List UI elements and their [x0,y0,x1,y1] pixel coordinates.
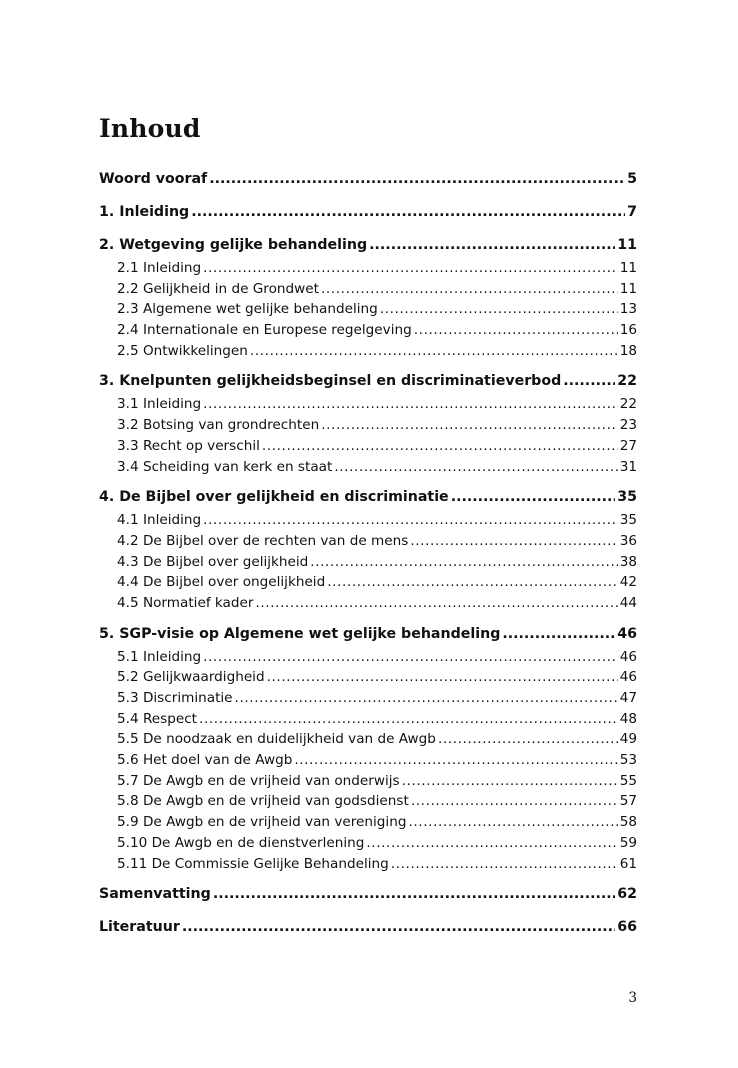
toc-leader-dots [380,299,618,320]
toc-entry-label: 2.5 Ontwikkelingen [117,342,248,359]
toc-section-entry [99,667,637,688]
toc-entry-page: 66 [617,919,637,936]
toc-entry-page: 11 [619,260,637,276]
toc-entry-page: 11 [617,237,637,253]
toc-entry-label: 3. Knelpunten gelijkheidsbeginsel en discriminatieverbod [99,373,562,390]
toc-entry-label: 5.3 Discriminatie [117,690,233,706]
toc-leader-dots [369,233,615,258]
toc-section-entry [99,709,637,730]
toc-entry-label: 3.3 Recht op verschil [117,437,260,454]
toc-entry-label: 2.1 Inleiding [117,260,202,276]
toc-entry-label: 5.6 Het doel van de Awgb [117,752,293,769]
toc-leader-dots [321,415,618,436]
toc-section-entry [99,279,637,300]
toc-entry-page: 18 [619,342,637,359]
toc-entry-label: 5.8 De Awgb en de vrijheid van godsdienst [117,793,409,810]
toc-leader-dots [414,320,618,341]
page-number: 3 [628,990,637,1006]
toc-entry-label: 2.3 Algemene wet gelijke behandeling [117,301,378,318]
toc-entry-page: 55 [619,772,637,789]
toc-chapter-entry [99,233,637,258]
toc-leader-dots [203,647,618,668]
toc-entry-label: 4.3 De Bijbel over gelijkheid [117,553,309,570]
toc-entry-page: 62 [617,886,637,903]
toc-entry-page: 38 [619,553,637,570]
toc-section-entry [99,510,637,531]
toc-entry-page: 16 [619,322,637,339]
toc-leader-dots [411,791,618,812]
toc-entry-page: 11 [619,280,637,297]
toc-section-entry [99,436,637,457]
toc-entry-page: 22 [619,396,637,413]
toc-entry-label: 2.2 Gelijkheid in de Grondwet [117,280,319,297]
toc-section-entry [99,572,637,593]
toc-leader-dots [182,915,615,940]
toc-entry-page: 36 [619,532,637,549]
toc-chapter-entry [99,622,637,647]
toc-entry-label: 5.11 De Commissie Gelijke Behandeling [117,855,389,872]
toc-entry-label: Literatuur [99,919,180,936]
toc-section-entry [99,531,637,552]
toc-chapter-entry [99,882,637,907]
toc-entry-label: 5.9 De Awgb en de vrijheid van vereniging [117,814,407,831]
toc-chapter-entry [99,915,637,940]
toc-entry-page: 46 [619,669,637,686]
toc-leader-dots [250,341,618,362]
toc-leader-dots [191,200,625,225]
toc-entry-page: 13 [619,301,637,318]
toc-entry-label: 2.4 Internationale en Europese regelgeving [117,322,412,339]
toc-leader-dots [502,622,615,647]
toc-entry-page: 27 [619,437,637,454]
toc-leader-dots [451,485,616,510]
toc-leader-dots [321,279,618,300]
toc-section-entry [99,415,637,436]
toc-leader-dots [408,812,617,833]
toc-entry-page: 58 [619,814,637,831]
toc-entry-label: 4.1 Inleiding [117,512,202,529]
toc-entry-label: 5. SGP-visie op Algemene wet gelijke behandeling [99,625,501,642]
toc-leader-dots [310,552,617,573]
toc-section-entry [99,341,637,362]
toc-section-entry [99,258,637,279]
toc-section-entry [99,593,637,614]
toc-leader-dots [402,771,618,792]
toc-section-entry [99,688,637,709]
toc-leader-dots [294,750,617,771]
toc-entry-page: 35 [619,512,637,529]
toc-chapter-entry [99,200,637,225]
toc-leader-dots [235,688,618,709]
toc-entry-label: 2. Wetgeving gelijke behandeling [99,237,368,253]
toc-entry-page: 7 [627,204,637,220]
toc-entry-label: 4.4 De Bijbel over ongelijkheid [117,574,326,591]
toc-entry-label: 3.4 Scheiding van kerk en staat [117,458,333,475]
toc-chapter-entry [99,369,637,394]
table-of-contents [99,167,637,940]
toc-section-entry [99,394,637,415]
toc-section-entry [99,457,637,478]
toc-entry-label: 3.1 Inleiding [117,396,202,413]
toc-entry-page: 46 [619,648,637,665]
toc-section-entry [99,729,637,750]
toc-entry-label: 5.7 De Awgb en de vrijheid van onderwijs [117,772,400,789]
toc-section-entry [99,552,637,573]
toc-entry-label: 1. Inleiding [99,204,190,220]
toc-entry-page: 31 [619,458,637,475]
toc-entry-page: 59 [619,834,637,851]
toc-leader-dots [366,833,617,854]
toc-entry-label: 5.4 Respect [117,710,198,727]
toc-entry-page: 61 [619,855,637,872]
toc-entry-page: 46 [617,625,637,642]
toc-entry-label: 3.2 Botsing van grondrechten [117,417,320,434]
toc-entry-label: 4.5 Normatief kader [117,594,254,611]
toc-section-entry [99,750,637,771]
toc-leader-dots [255,593,617,614]
toc-entry-page: 5 [627,171,637,187]
toc-entry-page: 44 [619,594,637,611]
toc-leader-dots [563,369,615,394]
toc-section-entry [99,771,637,792]
toc-entry-label: Samenvatting [99,886,211,903]
toc-entry-page: 57 [619,793,637,810]
toc-section-entry [99,647,637,668]
toc-section-entry [99,320,637,341]
toc-entry-label: 5.1 Inleiding [117,648,202,665]
toc-leader-dots [391,854,618,875]
toc-section-entry [99,833,637,854]
toc-entry-page: 35 [617,489,637,506]
toc-leader-dots [203,510,618,531]
toc-section-entry [99,299,637,320]
toc-entry-page: 42 [619,574,637,591]
toc-entry-page: 23 [619,417,637,434]
toc-leader-dots [267,667,618,688]
toc-leader-dots [213,882,615,907]
toc-entry-label: Woord vooraf [99,171,208,187]
toc-leader-dots [203,258,618,279]
toc-entry-label: 5.2 Gelijkwaardigheid [117,669,265,686]
toc-entry-page: 47 [619,690,637,706]
toc-leader-dots [334,457,617,478]
toc-leader-dots [327,572,617,593]
toc-entry-label: 5.10 De Awgb en de dienstverlening [117,834,365,851]
toc-leader-dots [203,394,618,415]
toc-chapter-entry [99,485,637,510]
toc-leader-dots [410,531,617,552]
toc-chapter-entry [99,167,637,192]
toc-entry-label: 4.2 De Bijbel over de rechten van de mens [117,532,409,549]
toc-leader-dots [438,729,618,750]
toc-entry-page: 49 [619,731,637,748]
toc-leader-dots [199,709,618,730]
toc-entry-page: 53 [619,752,637,769]
toc-section-entry [99,791,637,812]
toc-section-entry [99,812,637,833]
page-title: Inhoud [99,114,201,143]
toc-entry-page: 22 [617,373,637,390]
toc-entry-label: 5.5 De noodzaak en duidelijkheid van de Awgb [117,731,436,748]
toc-entry-label: 4. De Bijbel over gelijkheid en discriminatie [99,489,449,506]
toc-leader-dots [209,167,625,192]
toc-entry-page: 48 [619,710,637,727]
toc-leader-dots [262,436,618,457]
toc-section-entry [99,854,637,875]
